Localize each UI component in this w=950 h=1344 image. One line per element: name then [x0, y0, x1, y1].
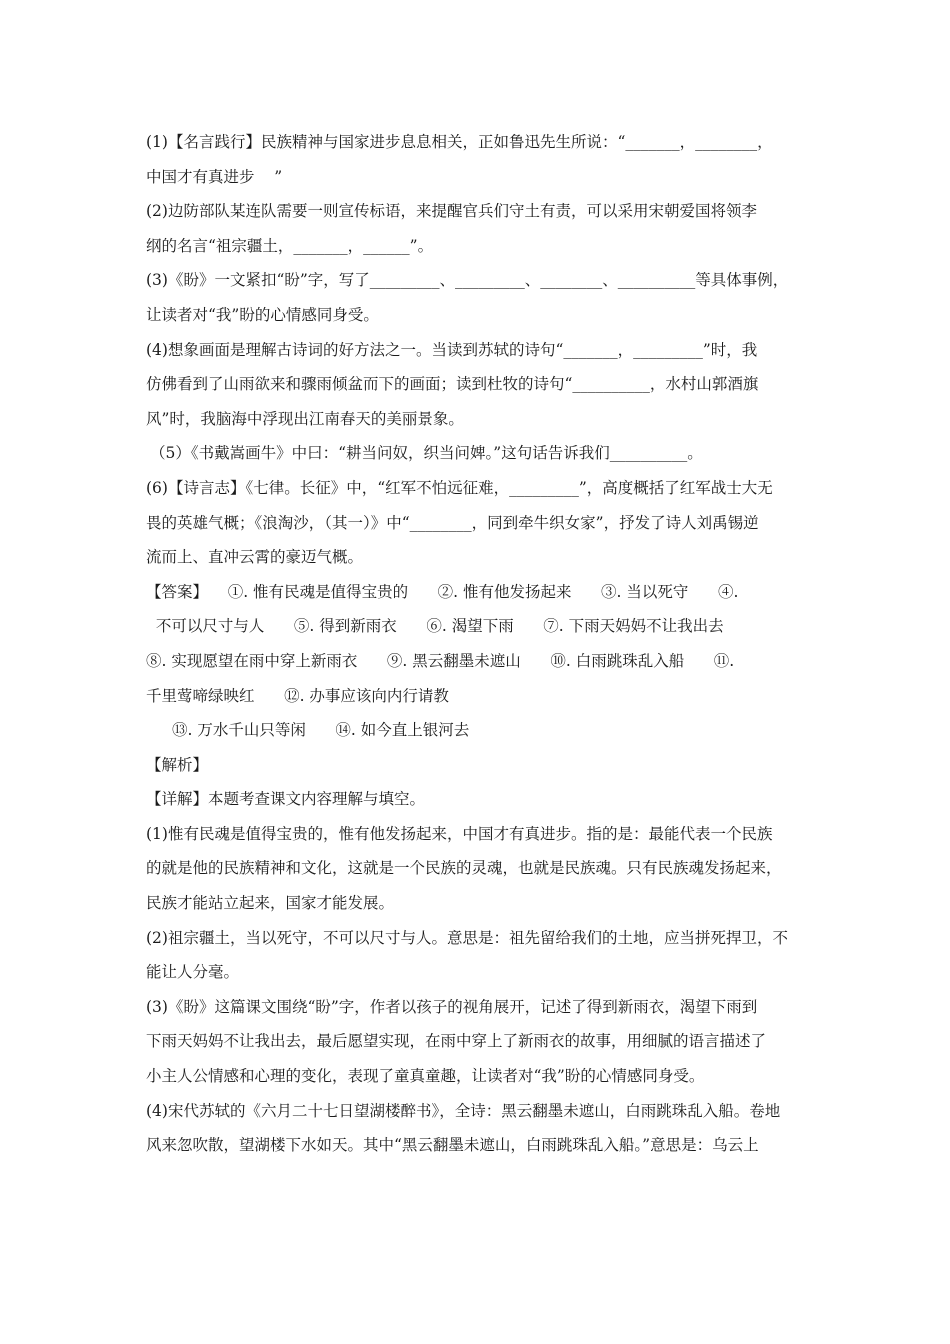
analysis-1-line-3: 民族才能站立起来，国家才能发展。: [146, 894, 395, 913]
question-4-line-2: 仿佛看到了山雨欲来和骤雨倾盆而下的画面；读到杜牧的诗句“__________，水村山郭酒旗: [146, 375, 759, 394]
question-1-line-1: (1)【名言践行】民族精神与国家进步息息相关，正如鲁迅先生所说：“_______，________，: [146, 133, 773, 151]
question-4-line-3: 风”时，我脑海中浮现出江南春天的美丽景象。: [146, 409, 464, 428]
analysis-3-line-1: (3)《盼》这篇课文围绕“盼”字，作者以孩子的视角展开，记述了得到新雨衣，渴望下雨到: [146, 997, 758, 1016]
question-5-line-1: （5）《书戴嵩画牛》中曰：“耕当问奴，织当问婢。”这句话告诉我们__________。: [150, 444, 703, 463]
analysis-1-line-2: 的就是他的民族精神和文化，这就是一个民族的灵魂，也就是民族魂。只有民族魂发扬起来，: [146, 859, 782, 878]
analysis-1-line-1: (1)惟有民魂是值得宝贵的，惟有他发扬起来，中国才有真进步。指的是：最能代表一个民族: [146, 824, 773, 843]
question-2-line-1: (2)边防部队某连队需要一则宣传标语，来提醒官兵们守土有责，可以采用宋朝爱国将领李: [146, 202, 757, 221]
analysis-4-line-2: 风来忽吹散，望湖楼下水如天。其中“黑云翻墨未遮山，白雨跳珠乱入船。”意思是：乌云上: [146, 1136, 759, 1155]
question-4-line-1: (4)想象画面是理解古诗词的好方法之一。当读到苏轼的诗句“_______，_________”时，我: [146, 340, 758, 359]
question-1-line-2: 中国才有真进步 ”: [146, 167, 283, 186]
analysis-2-line-1: (2)祖宗疆土，当以死守，不可以尺寸与人。意思是：祖先留给我们的土地，应当拼死捍卫，不: [146, 928, 788, 947]
question-6-line-1: (6)【诗言志】《七律。长征》中，“红军不怕远征难，_________”，高度概括了红军战士大无: [146, 478, 773, 497]
question-3-line-1: (3)《盼》一文紧扣“盼”字，写了_________、_________、________、__________等具体事例，: [146, 271, 789, 290]
document-body: [146, 125, 818, 1163]
analysis-detail: 【详解】本题考查课文内容理解与填空。: [146, 790, 426, 809]
answer-line-1: 【答案】 ①. 惟有民魂是值得宝贵的 ②. 惟有他发扬起来 ③. 当以死守 ④.: [146, 582, 739, 601]
question-6-line-3: 流而上、直冲云霄的豪迈气概。: [146, 548, 364, 567]
answer-line-4: 千里莺啼绿映红 ⑫. 办事应该向内行请教: [146, 686, 449, 705]
analysis-2-line-2: 能让人分毫。: [146, 963, 240, 982]
question-2-line-2: 纲的名言“祖宗疆土，_______，______”。: [146, 236, 434, 255]
answer-line-2: 不可以尺寸与人 ⑤. 得到新雨衣 ⑥. 渴望下雨 ⑦. 下雨天妈妈不让我出去: [146, 617, 724, 636]
answer-line-3: ⑧. 实现愿望在雨中穿上新雨衣 ⑨. 黑云翻墨未遮山 ⑩. 白雨跳珠乱入船 ⑪.: [146, 651, 735, 670]
analysis-title: 【解析】: [146, 755, 209, 774]
question-3-line-2: 让读者对“我”盼的心情感同身受。: [146, 305, 379, 324]
question-6-line-2: 畏的英雄气概；《浪淘沙，（其一）》中“________，同到牵牛织女家”，抒发了诗人刘禹锡逆: [146, 513, 759, 532]
answer-line-5: ⑬. 万水千山只等闲 ⑭. 如今直上银河去: [172, 721, 470, 740]
analysis-3-line-3: 小主人公情感和心理的变化，表现了童真童趣，让读者对“我”盼的心情感同身受。: [146, 1067, 705, 1086]
analysis-4-line-1: (4)宋代苏轼的《六月二十七日望湖楼醉书》，全诗：黑云翻墨未遮山，白雨跳珠乱入船。卷地: [146, 1101, 781, 1120]
analysis-3-line-2: 下雨天妈妈不让我出去，最后愿望实现，在雨中穿上了新雨衣的故事，用细腻的语言描述了: [146, 1032, 767, 1051]
